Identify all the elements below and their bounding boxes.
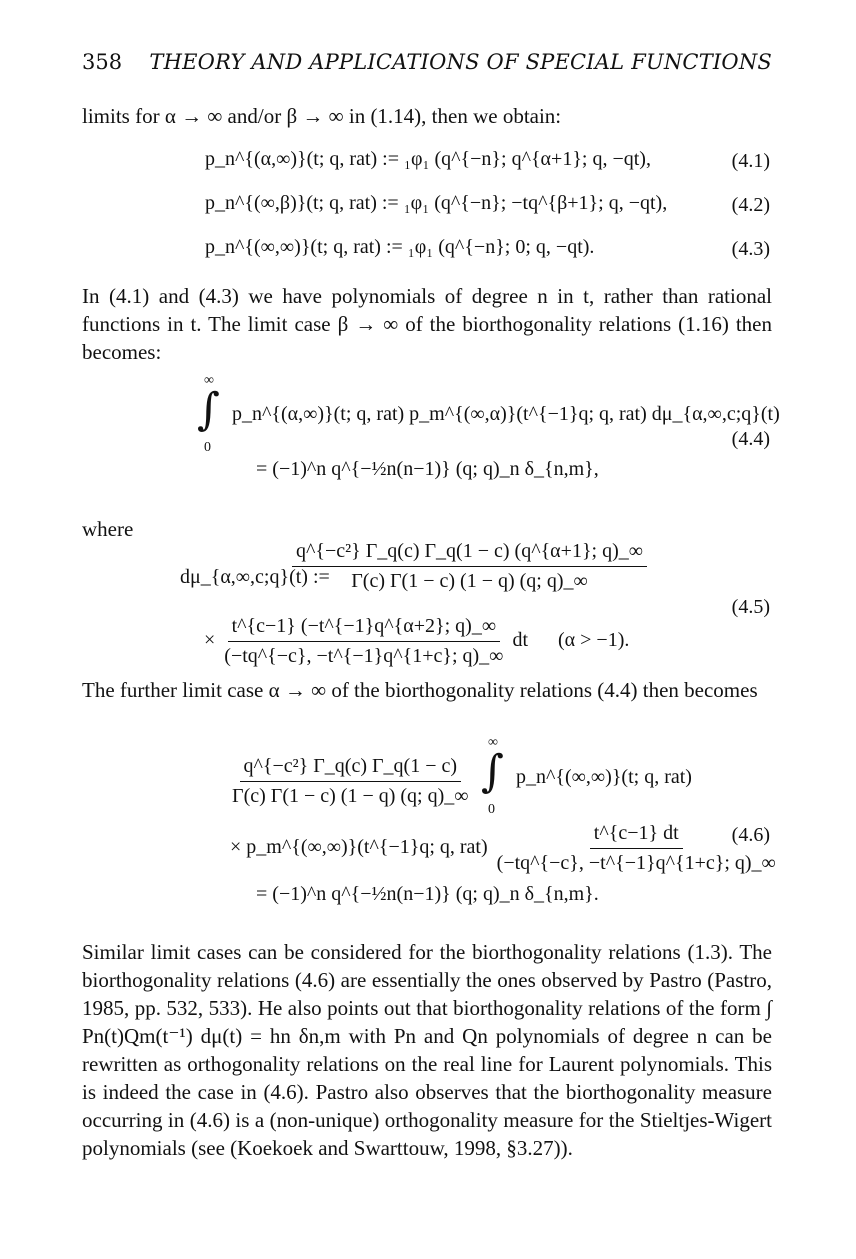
running-head — [82, 50, 772, 74]
equation-4-3: p_n^{(∞,∞)}(t; q, rat) := ₁φ₁ (q^{−n}; 0; q, −qt). — [205, 236, 595, 258]
paragraph-intro: limits for α → ∞ and/or β → ∞ in (1.14), then we obtain: — [82, 104, 562, 128]
equation-4-4-rhs: = (−1)^n q^{−½n(n−1)} (q; q)_n δ_{n,m}, — [256, 458, 599, 480]
equation-4-6-second-factor: × p_m^{(∞,∞)}(t^{−1}q; q, rat) — [230, 836, 488, 859]
integral-lower-limit-2: 0 — [488, 802, 495, 817]
equation-4-4-integrand: p_n^{(α,∞)}(t; q, rat) p_m^{(∞,α)}(t^{−1}q; q, rat) dμ_{α,∞,c;q}(t) — [232, 403, 780, 425]
equation-4-5-numerator-2: t^{c−1} (−t^{−1}q^{α+2}; q)_∞ — [228, 615, 500, 642]
integral-upper-limit: ∞ — [204, 373, 214, 388]
equation-4-1: p_n^{(α,∞)}(t; q, rat) := ₁φ₁ (q^{−n}; q^{α+1}; q, −qt), — [205, 148, 651, 170]
equation-4-6-integrand: p_n^{(∞,∞)}(t; q, rat) — [516, 766, 692, 788]
equation-number-4-2: (4.2) — [731, 194, 770, 216]
equation-number-4-3: (4.3) — [731, 238, 770, 260]
times-sign: × — [204, 629, 216, 652]
equation-4-5-second-line — [204, 615, 629, 668]
integral-sign: ∫ — [197, 384, 220, 435]
integral-upper-limit-2: ∞ — [488, 735, 498, 750]
running-title: THEORY AND APPLICATIONS OF SPECIAL FUNCTIONS — [149, 50, 772, 74]
equation-4-5-fraction-1 — [292, 540, 647, 593]
equation-4-6-second-line — [230, 822, 780, 875]
integral-sign-2: ∫ — [481, 746, 504, 797]
equation-number-4-1: (4.1) — [731, 150, 770, 172]
equation-4-6-numerator-2: t^{c−1} dt — [590, 822, 683, 849]
equation-4-6-denominator-2: (−tq^{−c}, −t^{−1}q^{1+c}; q)_∞ — [496, 852, 776, 874]
equation-4-5-denominator-1: Γ(c) Γ(1 − c) (1 − q) (q; q)_∞ — [351, 570, 588, 592]
equation-4-5-tail: dt (α > −1). — [512, 629, 630, 652]
paragraph-limit-alpha: The further limit case α → ∞ of the biorthogonality relations (4.4) then becomes — [82, 678, 758, 702]
equation-number-4-5: (4.5) — [731, 596, 770, 618]
equation-number-4-4: (4.4) — [731, 428, 770, 450]
equation-4-2: p_n^{(∞,β)}(t; q, rat) := ₁φ₁ (q^{−n}; −tq^{β+1}; q, −qt), — [205, 192, 668, 214]
equation-4-6-numerator-1: q^{−c²} Γ_q(c) Γ_q(1 − c) — [240, 755, 462, 782]
equation-number-4-6: (4.6) — [731, 824, 770, 846]
equation-4-6-fraction-1 — [228, 755, 473, 808]
equation-4-5-denominator-2: (−tq^{−c}, −t^{−1}q^{1+c}; q)_∞ — [224, 645, 504, 667]
equation-4-6-rhs: = (−1)^n q^{−½n(n−1)} (q; q)_n δ_{n,m}. — [256, 883, 599, 905]
equation-4-5-numerator-1: q^{−c²} Γ_q(c) Γ_q(1 − c) (q^{α+1}; q)_∞ — [292, 540, 647, 567]
where-label: where — [82, 517, 134, 541]
page-number: 358 — [82, 50, 123, 74]
integral-lower-limit: 0 — [204, 440, 211, 455]
equation-4-5-lhs: dμ_{α,∞,c;q}(t) := — [180, 566, 330, 588]
paragraph-pastro: Similar limit cases can be considered for the biorthogonality relations (1.3). The biorthogonality relations (4.6) are essentially the ones observed by Pastro (Pastro, 1985, pp. 532, 533). He also points out that biorthogonality relations of the form ∫ Pn(t)Qm(t⁻¹) dμ(t) = hn δn,m with Pn and Qn polynomials of degree n can be rewritten as orthogonality relations on the real line for Laurent polynomials. This is indeed the case in (4.6). Pastro also observes that the biorthogonality measure occurring in (4.6) is a (non-unique) orthogonality measure for the Stieltjes-Wigert polynomials (see (Koekoek and Swarttouw, 1998, §3.27)). — [82, 940, 772, 1160]
paragraph-limit-beta: In (4.1) and (4.3) we have polynomials of degree n in t, rather than rational functions in t. The limit case β → ∞ of the biorthogonality relations (1.16) then becomes: — [82, 284, 772, 364]
equation-4-6-denominator-1: Γ(c) Γ(1 − c) (1 − q) (q; q)_∞ — [232, 785, 469, 807]
